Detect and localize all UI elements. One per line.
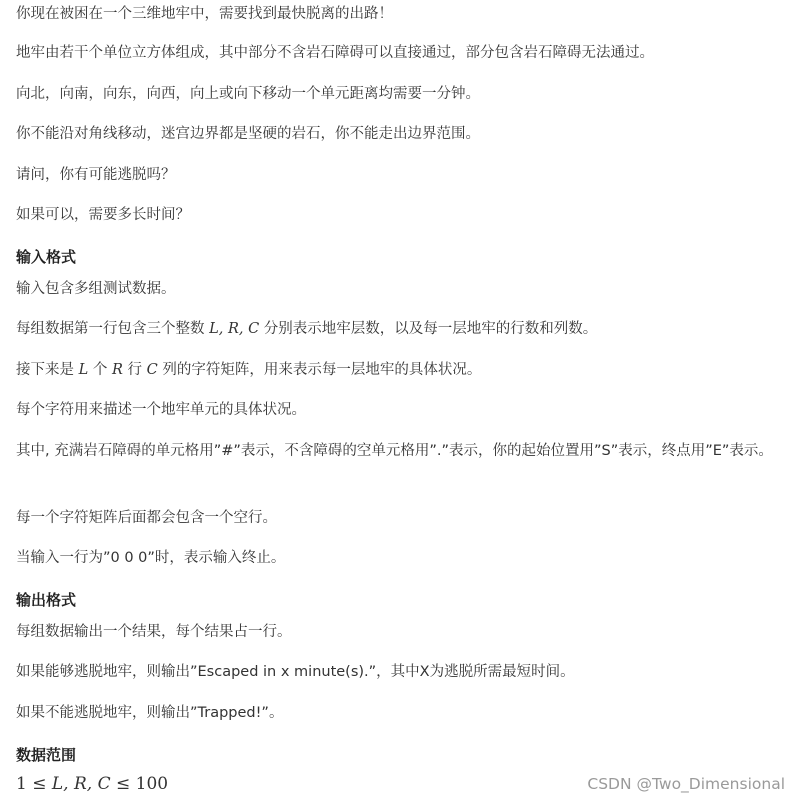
input-format-line-2-post: 分别表示地牢层数，以及每一层地牢的行数和列数。 (259, 321, 598, 337)
input-format-line-3-mid1: 个 (88, 362, 112, 378)
input-format-line-3-mid2: 行 (122, 362, 147, 378)
output-format-line-1: 每组数据输出一个结果，每个结果占一行。 (16, 624, 292, 640)
output-format-line-2: 如果能够逃脱地牢，则输出”Escaped in x minute(s).”，其中X为逃脱所需最短时间。 (16, 664, 575, 680)
data-range-formula (16, 773, 168, 795)
description-line-5: 请问，你有可能逃脱吗？ (16, 167, 176, 183)
description-line-1: 你现在被困在一个三维地牢中，需要找到最快脱离的出路！ (16, 6, 393, 22)
description-line-2: 地牢由若干个单位立方体组成，其中部分不含岩石障碍可以直接通过，部分包含岩石障碍无法通过。 (16, 45, 654, 61)
formula-upper-bound: 100 (135, 774, 169, 794)
output-format-heading: 输出格式 (16, 591, 77, 609)
math-c: C (146, 362, 158, 378)
input-format-line-1: 输入包含多组测试数据。 (16, 281, 176, 297)
formula-leq-1: ≤ (32, 774, 47, 794)
data-range-heading: 数据范围 (16, 746, 77, 764)
output-format-line-3: 如果不能逃脱地牢，则输出”Trapped!”。 (16, 705, 284, 721)
formula-leq-2: ≤ (116, 774, 131, 794)
formula-lower-bound: 1 (16, 774, 27, 794)
csdn-watermark: CSDN @Two_Dimensional (587, 775, 785, 793)
math-r: R (111, 362, 123, 378)
formula-variables: L, R, C (51, 774, 111, 794)
description-line-3: 向北，向南，向东，向西，向上或向下移动一个单元距离均需要一分钟。 (16, 86, 480, 102)
input-format-line-2-pre: 每组数据第一行包含三个整数 (16, 321, 210, 337)
input-format-line-3 (16, 359, 481, 381)
input-format-line-2 (16, 318, 597, 340)
input-format-line-4: 每个字符用来描述一个地牢单元的具体状况。 (16, 402, 306, 418)
input-format-line-3-post: 列的字符矩阵，用来表示每一层地牢的具体状况。 (157, 362, 482, 378)
math-l: L (78, 362, 89, 378)
math-lrc: L, R, C (209, 321, 260, 337)
description-line-4: 你不能沿对角线移动，迷宫边界都是坚硬的岩石，你不能走出边界范围。 (16, 126, 480, 142)
input-format-line-3-pre: 接下来是 (16, 362, 79, 378)
input-format-line-6: 每一个字符矩阵后面都会包含一个空行。 (16, 510, 277, 526)
input-format-line-5: 其中, 充满岩石障碍的单元格用”#”表示，不含障碍的空单元格用”.”表示，你的起始位置用”S”表示，终点用”E”表示。 (16, 443, 773, 459)
input-format-heading: 输入格式 (16, 248, 77, 266)
description-line-6: 如果可以，需要多长时间？ (16, 207, 190, 223)
input-format-line-7: 当输入一行为”0 0 0”时，表示输入终止。 (16, 550, 286, 566)
